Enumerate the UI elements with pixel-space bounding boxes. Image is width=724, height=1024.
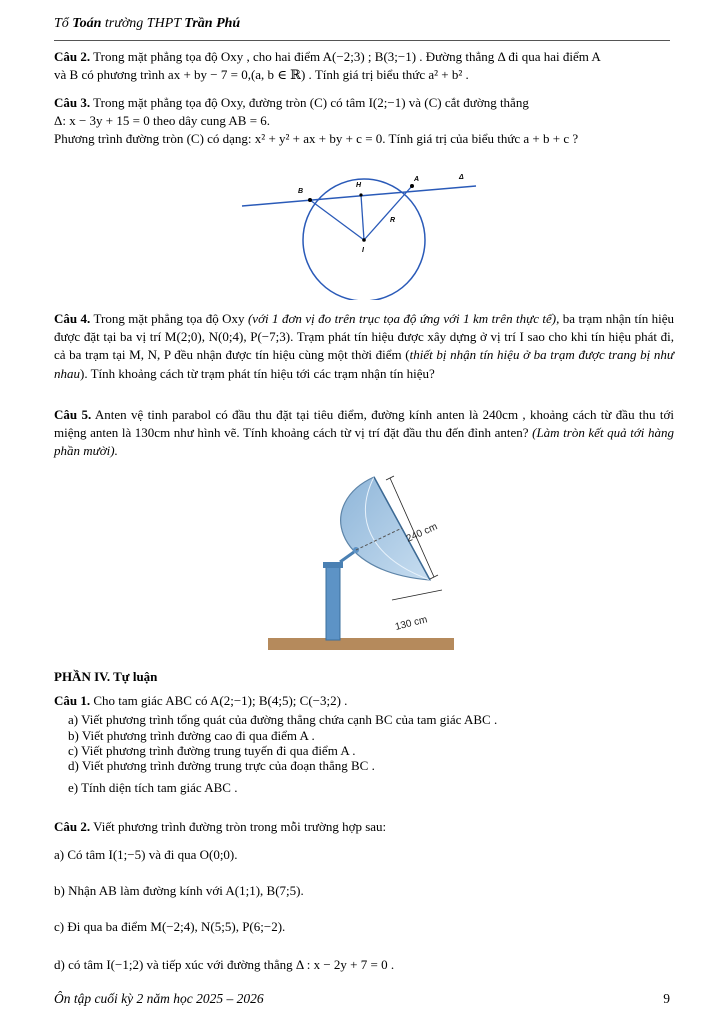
point-a — [410, 184, 414, 188]
q4-text-a: Trong mặt phẳng tọa độ Oxy — [90, 311, 248, 326]
dim-240-tick-b — [430, 575, 438, 579]
q4-text-b: (với 1 đơn vị đo trên trục tọa độ ứng với 1 km trên thực tế), — [247, 311, 560, 326]
question-3 — [54, 94, 674, 149]
label-b: B — [298, 188, 304, 195]
q3-text-1: Trong mặt phẳng tọa độ Oxy, đường tròn (C) có tâm I(2;−1) và (C) cắt đường thẳng — [90, 95, 529, 110]
page-number: 9 — [663, 991, 670, 1006]
header-middle: trường THPT — [101, 16, 185, 31]
p4q2-d: d) có tâm I(−1;2) và tiếp xúc với đường thẳng Δ : x − 2y + 7 = 0 . — [54, 957, 395, 972]
label-delta: Δ — [459, 174, 464, 181]
label-130cm: 130 cm — [394, 614, 429, 633]
page-footer — [54, 990, 670, 1009]
point-i — [362, 238, 366, 242]
antenna-figure — [268, 462, 458, 654]
p4q1-d: d) Viết phương trình đường trung trực của đoạn thẳng BC . — [68, 758, 375, 774]
question-4 — [54, 310, 674, 383]
q3-text-3: Phương trình đường tròn (C) có dạng: x² + y² + ax + by + c = 0. Tính giá trị của biểu thức a + b + c ? — [54, 131, 579, 147]
q2-number: Câu 2. — [54, 49, 91, 64]
p4q1-e: e) Tính diện tích tam giác ABC . — [68, 779, 238, 795]
p4q1-a: a) Viết phương trình tổng quát của đường thẳng chứa cạnh BC của tam giác ABC . — [68, 712, 498, 728]
label-i: I — [362, 247, 364, 254]
q4-text-e: ). Tính khoảng cách từ trạm phát tín hiệu tới các trạm nhận tín hiệu? — [80, 365, 435, 381]
q5-text-b: (Làm tròn kết quả tới hàng phần mười). — [54, 425, 674, 459]
pole-cap — [323, 562, 343, 568]
header-prefix: Tổ — [54, 16, 73, 31]
header-subject: Toán — [72, 16, 102, 31]
label-a: A — [414, 176, 420, 183]
circle-figure — [240, 168, 480, 300]
line-delta — [242, 186, 476, 206]
dim-130-line — [392, 590, 442, 600]
dim-240-tick-a — [386, 476, 394, 480]
q5-text-a: Anten vệ tinh parabol có đầu thu đặt tại tiêu điểm, đường kính anten là 240cm , khoảng cách từ đầu thu tới miệng anten là 130cm như hình vẽ. Tính khoảng cách từ vị trí đặt đầu thu đến đỉnh anten? — [54, 407, 674, 441]
q3-number: Câu 3. — [54, 95, 91, 110]
q2-text-2: và B có phương trình ax + by − 7 = 0,(a, b ∈ ℝ) . Tính giá trị biểu thức a² + b² . — [54, 67, 469, 83]
label-r: R — [390, 217, 396, 224]
p4q2-a: a) Có tâm I(1;−5) và đi qua O(0;0). — [54, 847, 238, 862]
label-h: H — [356, 182, 362, 189]
p4q1-c: c) Viết phương trình đường trung tuyến đi qua điểm A . — [68, 742, 356, 758]
page-header — [54, 14, 670, 41]
question-2 — [54, 48, 674, 84]
feed-arm — [340, 552, 354, 562]
p4q2-b: b) Nhận AB làm đường kính với A(1;1), B(7;5). — [54, 883, 304, 898]
p4q1-text: Cho tam giác ABC có A(2;−1); B(4;5); C(−3;2) . — [90, 693, 348, 708]
p4q2-number: Câu 2. — [54, 819, 91, 834]
q2-text-1: Trong mặt phẳng tọa độ Oxy , cho hai điểm A(−2;3) ; B(3;−1) . Đường thẳng Δ đi qua hai điểm A — [90, 49, 601, 64]
p4q1-number: Câu 1. — [54, 693, 91, 708]
footer-text: Ôn tập cuối kỳ 2 năm học 2025 – 2026 — [54, 991, 264, 1006]
q4-text-c: ba trạm nhận tín hiệu được đặt tại ba vị trí M(2;0), N(0;4), P(−7;3). Trạm phát tín hiệu được xây dựng ở vị trí I sao cho khi tín hiệu phát đi, cả ba trạm tại M, N, P đều nhận được tín hiệu cùng một thời điểm ( — [54, 311, 675, 363]
q5-number: Câu 5. — [54, 407, 92, 422]
part4-question-1 — [54, 692, 674, 795]
q4-number: Câu 4. — [54, 311, 91, 326]
part4-question-2 — [54, 818, 674, 836]
segment-ih — [361, 195, 364, 240]
point-h — [359, 193, 362, 196]
label-240cm: 240 cm — [404, 521, 440, 545]
segment-ib — [310, 200, 364, 240]
q4-text-d: thiết bị nhận tín hiệu ở ba trạm được trang bị như nhau — [54, 347, 674, 381]
antenna-pole — [326, 566, 340, 640]
p4q2-text: Viết phương trình đường tròn trong mỗi trường hợp sau: — [90, 819, 387, 834]
ground — [268, 638, 454, 650]
q3-text-2: Δ: x − 3y + 15 = 0 theo dây cung AB = 6. — [54, 113, 271, 129]
header-school: Trần Phú — [184, 16, 241, 31]
point-b — [308, 198, 312, 202]
p4q2-c: c) Đi qua ba điểm M(−2;4), N(5;5), P(6;−2). — [54, 919, 286, 934]
question-5 — [54, 406, 674, 461]
part-4-title: PHẦN IV. Tự luận — [54, 669, 158, 684]
p4q1-b: b) Viết phương trình đường cao đi qua điểm A . — [68, 727, 315, 743]
